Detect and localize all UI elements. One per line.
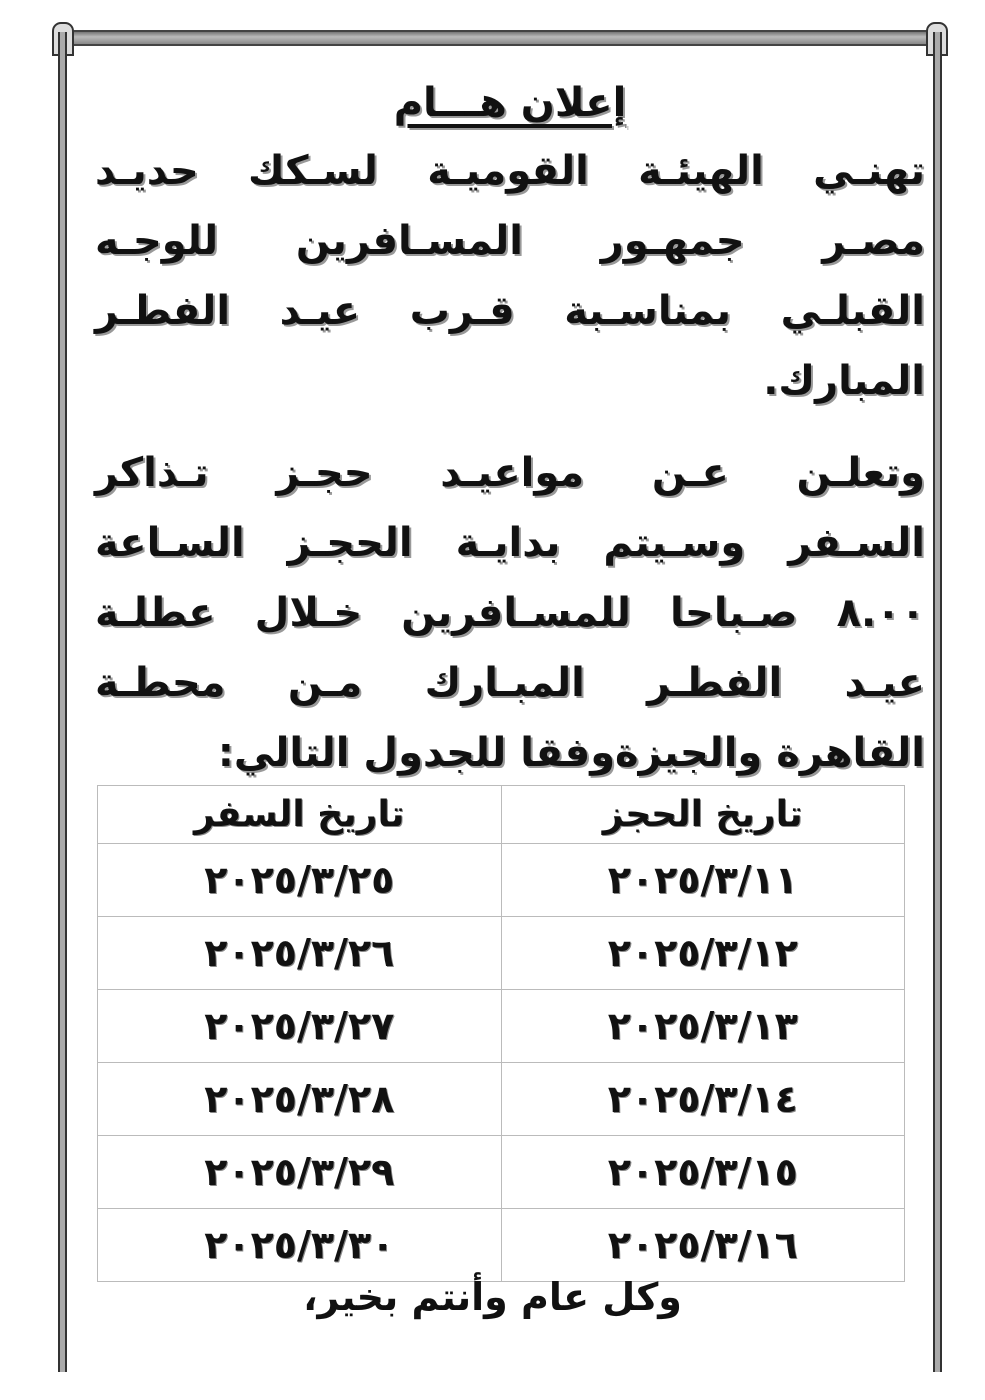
travel-date: ٢٠٢٥/٣/٢٩ [98,1136,502,1209]
booking-date: ٢٠٢٥/٣/١٢ [501,917,905,990]
announcement-title: إعلان هـــام [393,80,627,126]
text-line: القاهرة والجيزةوفقا للجدول التالي: [217,730,925,776]
paragraph-booking [95,438,925,788]
booking-date: ٢٠٢٥/٣/١٦ [501,1209,905,1282]
travel-date: ٢٠٢٥/٣/٢٦ [98,917,502,990]
border-right [933,32,942,1372]
border-left [58,32,67,1372]
booking-date: ٢٠٢٥/٣/١٥ [501,1136,905,1209]
text-line: مصـر جمهـور المسـافرين للوجـه [95,218,925,264]
table-row [98,844,905,917]
closing-greeting: وكل عام وأنتم بخير، [303,1275,682,1319]
text-line: وتعلـن عـن مواعيـد حجـز تـذاكر [95,450,925,496]
text-line: تهنـي الهيئـة القوميـة لسـكك حديـد [95,148,925,194]
table-row [98,1063,905,1136]
text-line: ٨.٠٠ صـباحا للمسـافرين خـلال عطلـة [95,590,925,636]
header-booking-date: تاريخ الحجز [501,786,905,844]
table-row [98,917,905,990]
text-line: القبلـي بمناسـبة قـرب عيـد الفطـر [95,288,925,334]
table-row [98,990,905,1063]
text-line: السـفر وسـيتم بدايـة الحجـز السـاعة [95,520,925,566]
announcement-body [95,80,925,788]
text-line: عيـد الفطـر المبـارك مـن محطـة [95,660,925,706]
travel-date: ٢٠٢٥/٣/٣٠ [98,1209,502,1282]
table-row [98,1209,905,1282]
booking-date: ٢٠٢٥/٣/١١ [501,844,905,917]
travel-date: ٢٠٢٥/٣/٢٥ [98,844,502,917]
header-travel-date: تاريخ السفر [98,786,502,844]
text-line: المبارك. [763,358,925,404]
booking-date: ٢٠٢٥/٣/١٣ [501,990,905,1063]
border-top-bar [62,30,938,46]
booking-date: ٢٠٢٥/٣/١٤ [501,1063,905,1136]
schedule-table [97,785,905,1282]
travel-date: ٢٠٢٥/٣/٢٧ [98,990,502,1063]
table-row [98,1136,905,1209]
travel-date: ٢٠٢٥/٣/٢٨ [98,1063,502,1136]
paragraph-greeting [95,136,925,416]
table-header-row [98,786,905,844]
